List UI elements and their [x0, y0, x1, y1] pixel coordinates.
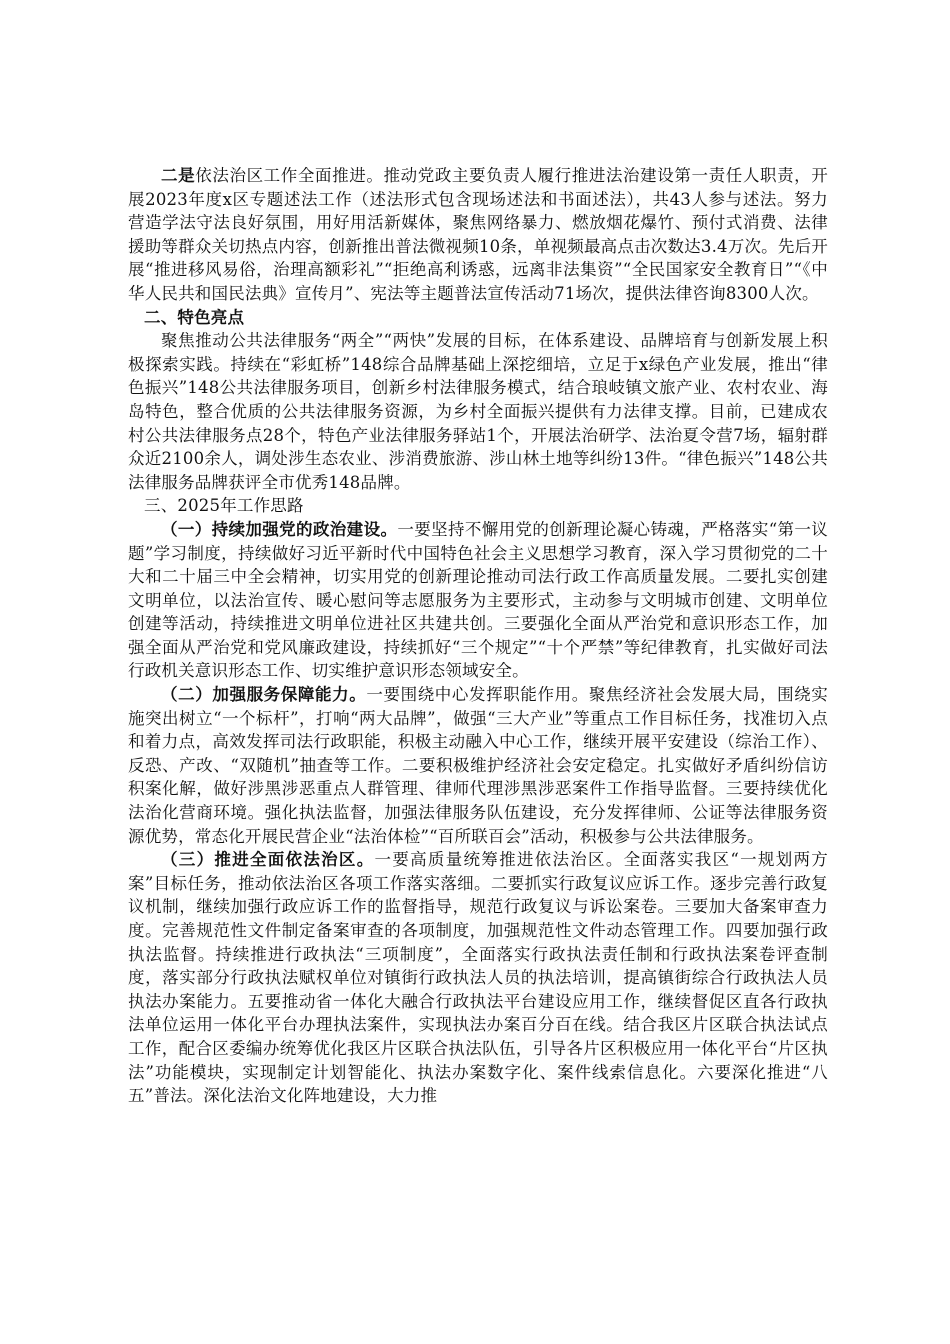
subsection-title: （一）持续加强党的政治建设。: [161, 519, 398, 539]
paragraph-rule-of-law-district: [128, 848, 828, 1108]
paragraph-political-building: [128, 518, 828, 683]
section-heading-highlights: 二、特色亮点: [144, 307, 245, 327]
paragraph-lead: 二是: [161, 166, 196, 185]
document-page: [128, 164, 828, 1108]
paragraph-service-guarantee: [128, 683, 828, 848]
subsection-body: 一要围绕中心发挥职能作用。聚焦经济社会发展大局，围绕实施突出树立“一个标杆”，打响“两大品牌”，做强“三大产业”等重点工作目标任务，找准切入点和着力点，高效发挥司法行政职能，积极主动融入中心工作，继续开展平安建设（综治工作）、反恐、产改、“双随机”抽查等工作。二要积极维护经济社会安定稳定。扎实做好矛盾纠纷信访积案化解，做好涉黑涉恶重点人群管理、律师代理涉黑涉恶案件工作指导监督。三要持续优化法治化营商环境。强化执法监督，加强法律服务队伍建设，充分发挥律师、公证等法律服务资源优势，常态化开展民营企业“法治体检”“百所联百会”活动，积极参与公共法律服务。: [128, 685, 828, 846]
subsection-body: 一要坚持不懈用党的创新理论凝心铸魂，严格落实“第一议题”学习制度，持续做好习近平新时代中国特色社会主义思想学习教育，深入学习贯彻党的二十大和二十届三中全会精神，切实用党的创新理论推动司法行政工作高质量发展。二要扎实创建文明单位，以法治宣传、暖心慰问等志愿服务为主要形式，主动参与文明城市创建、文明单位创建等活动，持续推进文明单位进社区共建共创。三要强化全面从严治党和意识形态工作，加强全面从严治党和党风廉政建设，持续抓好“三个规定”“十个严禁”等纪律教育，扎实做好司法行政机关意识形态工作、切实维护意识形态领域安全。: [128, 519, 828, 681]
subsection-title: （二）加强服务保障能力。: [161, 685, 367, 705]
paragraph-body: 依法治区工作全面推进。推动党政主要负责人履行推进法治建设第一责任人职责，开展2023年度x区专题述法工作（述法形式包含现场述法和书面述法），共43人参与述法。努力营造学法守法良好氛围，用好用活新媒体，聚焦网络暴力、燃放烟花爆竹、预付式消费、法律援助等群众关切热点内容，创新推出普法微视频10条，单视频最高点击次数达3.4万次。先后开展“推进移风易俗，治理高额彩礼”“拒绝高利诱惑，远离非法集资”“全民国家安全教育日”“《中华人民共和国民法典》宣传月”、宪法等主题普法宣传活动71场次，提供法律咨询8300人次。: [128, 166, 828, 303]
subsection-title: （三）推进全面依法治区。: [161, 850, 375, 870]
paragraph-highlights: 聚焦推动公共法律服务“两全”“两快”发展的目标，在体系建设、品牌培育与创新发展上积极探索实践。持续在“彩虹桥”148综合品牌基础上深挖细培，立足于x绿色产业发展，推出“律色振兴”148公共法律服务项目，创新乡村法律服务模式，结合琅岐镇文旅产业、农村农业、海岛特色，整合优质的公共法律服务资源，为乡村全面振兴提供有力法律支撑。目前，已建成农村公共法律服务点28个，特色产业法律服务驿站1个，开展法治研学、法治夏令营7场，辐射群众近2100余人，调处涉生态农业、涉消费旅游、涉山林土地等纠纷13件。“律色振兴”148公共法律服务品牌获评全市优秀148品牌。: [128, 331, 828, 492]
paragraph-rule-of-law: [128, 164, 828, 306]
subsection-body: 一要高质量统筹推进依法治区。全面落实我区“一规划两方案”目标任务，推动依法治区各项工作落实落细。二要抓实行政复议应诉工作。逐步完善行政复议机制，继续加强行政应诉工作的监督指导，规范行政复议与诉讼案卷。三要加大备案审查力度。完善规范性文件制定备案审查的各项制度，加强规范性文件动态管理工作。四要加强行政执法监督。持续推进行政执法“三项制度”，全面落实行政执法责任制和行政执法案卷评查制度，落实部分行政执法赋权单位对镇街行政执法人员的执法培训，提高镇街综合行政执法人员执法办案能力。五要推动省一体化大融合行政执法平台建设应用工作，继续督促区直各行政执法单位运用一体化平台办理执法案件，实现执法办案百分百在线。结合我区片区联合执法试点工作，配合区委编办统筹优化我区片区联合执法队伍，引导各片区积极应用一体化平台“片区执法”功能模块，实现制定计划智能化、执法办案数字化、案件线索信息化。六要深化推进“八五”普法。深化法治文化阵地建设，大力推: [128, 850, 828, 1106]
section-heading-2025-plan: 三、2025年工作思路: [144, 496, 304, 516]
